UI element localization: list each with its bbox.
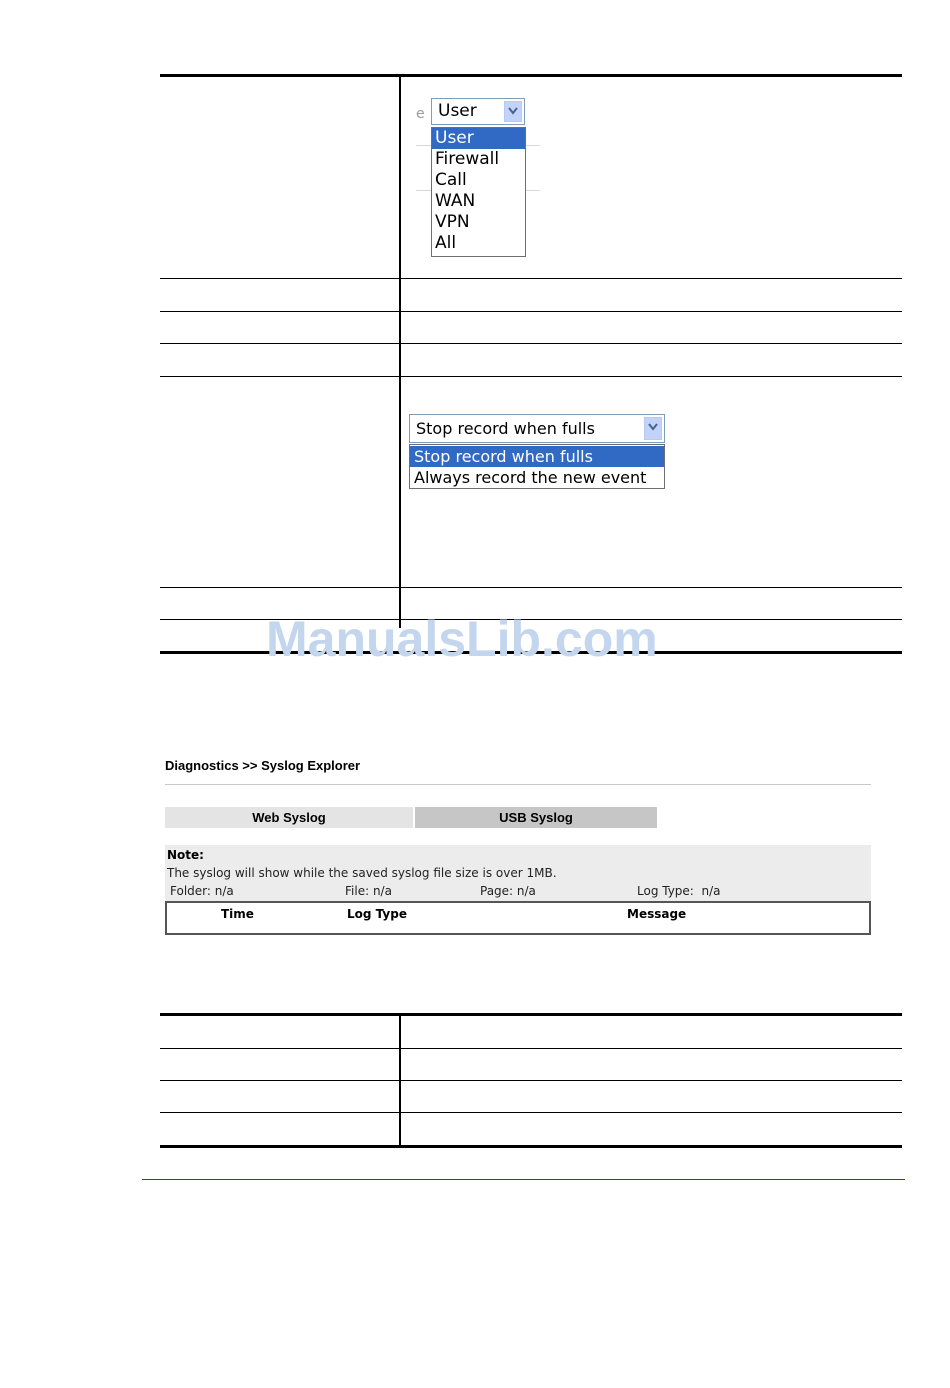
- log-type-option-all[interactable]: All: [435, 233, 457, 253]
- table1-top-rule: [160, 74, 902, 77]
- chevron-down-icon[interactable]: [644, 417, 662, 440]
- log-type-option-wan[interactable]: WAN: [435, 191, 476, 211]
- table2-row-rule: [160, 1048, 902, 1049]
- header-separator: [165, 784, 871, 785]
- tab-usb-syslog[interactable]: USB Syslog: [415, 807, 657, 828]
- log-type-options-list: [431, 127, 526, 257]
- file-value: File: n/a: [345, 884, 392, 898]
- record-mode-select[interactable]: [409, 414, 665, 443]
- table1-row-rule: [160, 587, 902, 588]
- log-type-option-vpn[interactable]: VPN: [435, 212, 470, 232]
- column-header-time: Time: [221, 907, 254, 921]
- log-type-select[interactable]: [431, 98, 525, 125]
- footer-rule: [142, 1179, 905, 1180]
- table2-top-rule: [160, 1013, 902, 1016]
- syslog-table: [165, 901, 871, 935]
- breadcrumb: Diagnostics >> Syslog Explorer: [165, 758, 361, 773]
- table1-row-rule: [160, 311, 902, 312]
- cropped-label-fragment: e: [416, 106, 425, 122]
- log-type-value: Log Type: n/a: [637, 884, 721, 898]
- note-text: The syslog will show while the saved syslog file size is over 1MB.: [167, 866, 557, 880]
- chevron-down-icon[interactable]: [504, 101, 522, 122]
- record-mode-selected-value: Stop record when fulls: [416, 419, 595, 438]
- page-value: Page: n/a: [480, 884, 536, 898]
- log-type-option-firewall[interactable]: Firewall: [435, 149, 500, 169]
- record-mode-option-stop[interactable]: Stop record when fulls: [410, 446, 664, 467]
- table1-column-divider: [399, 76, 401, 628]
- record-mode-options-list: [409, 444, 665, 489]
- column-header-message: Message: [627, 907, 687, 921]
- column-header-log-type: Log Type: [347, 907, 407, 921]
- log-type-option-user[interactable]: User: [432, 128, 525, 149]
- table1-row-rule: [160, 278, 902, 279]
- table1-row-rule: [160, 343, 902, 344]
- watermark: ManualsLib.com: [266, 611, 658, 667]
- table2-row-rule: [160, 1080, 902, 1081]
- folder-value: Folder: n/a: [170, 884, 234, 898]
- table2-bottom-rule: [160, 1145, 902, 1148]
- table1-row-rule: [160, 376, 902, 377]
- note-title: Note:: [167, 848, 204, 862]
- log-type-selected-value: User: [438, 101, 477, 121]
- record-mode-option-always[interactable]: Always record the new event: [414, 468, 647, 487]
- table2-row-rule: [160, 1112, 902, 1113]
- log-type-option-call[interactable]: Call: [435, 170, 467, 190]
- tab-web-syslog[interactable]: Web Syslog: [165, 807, 413, 828]
